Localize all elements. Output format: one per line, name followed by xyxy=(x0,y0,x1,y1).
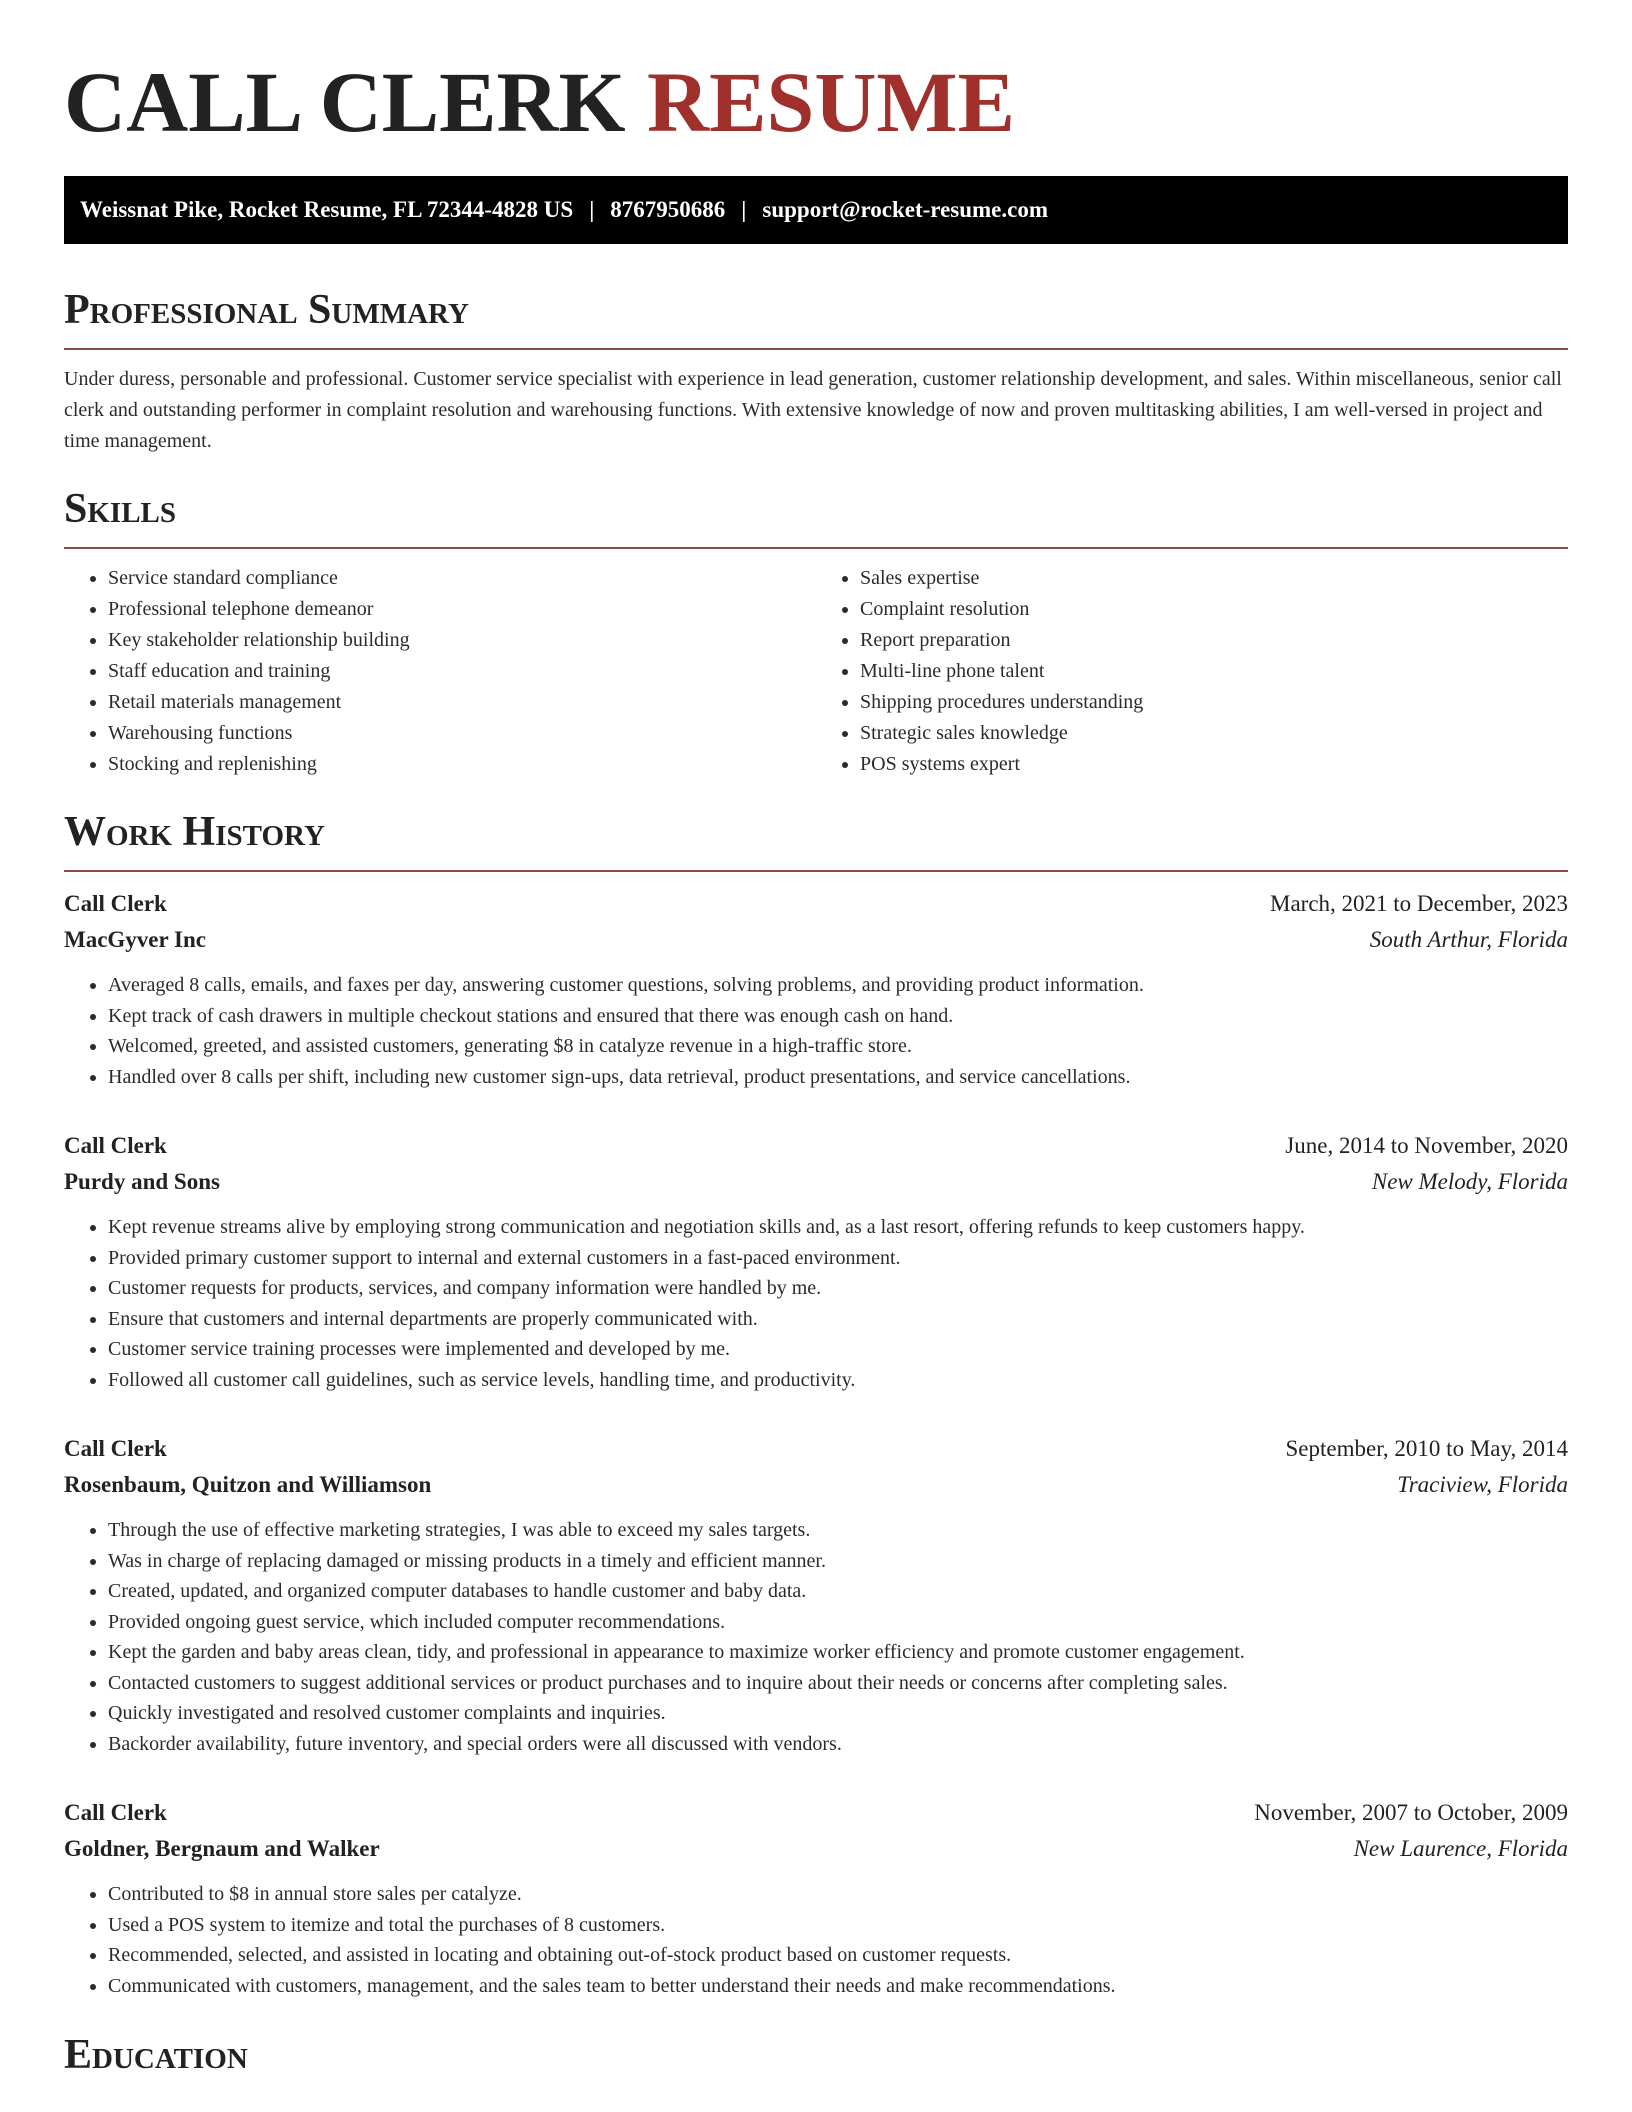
job-bullet: • Followed all customer call guidelines, such as service levels, handling time, and productivity. xyxy=(108,1365,1568,1396)
job-bullet: • Ensure that customers and internal departments are properly communicated with. xyxy=(108,1304,1568,1335)
job-bullet: • Quickly investigated and resolved customer complaints and inquiries. xyxy=(108,1698,1568,1729)
job-company: Rosenbaum, Quitzon and Williamson xyxy=(64,1472,432,1497)
job-bullet: • Contacted customers to suggest additional services or product purchases and to inquire about their needs or concerns after completing sales. xyxy=(108,1668,1568,1699)
job-location: South Arthur, Florida xyxy=(1369,927,1568,952)
job-bullet: • Handled over 8 calls per shift, including new customer sign-ups, data retrieval, product presentations, and service cancellations. xyxy=(108,1062,1568,1093)
skill-item: • Warehousing functions xyxy=(108,718,816,749)
job-title: Call Clerk xyxy=(64,1436,167,1461)
job-company-row xyxy=(64,1164,1568,1200)
job-bullet: • Communicated with customers, management, and the sales team to better understand their needs and make recommendations. xyxy=(108,1971,1568,2002)
title-primary: CALL CLERK xyxy=(64,54,626,150)
job-bullet: • Created, updated, and organized computer databases to handle customer and baby data. xyxy=(108,1576,1568,1607)
work-history-list xyxy=(64,886,1568,2001)
skill-item: • Complaint resolution xyxy=(860,594,1568,625)
summary-text: Under duress, personable and professional. Customer service specialist with experience in lead generation, customer relationship development, and sales. Within miscellaneous, senior call clerk and outstanding performer in complaint resolution and warehousing functions. With extensive knowledge of now and proven multitasking abilities, I am well-versed in project and time management. xyxy=(64,368,1562,452)
job-company-row xyxy=(64,1831,1568,1867)
job-location: New Laurence, Florida xyxy=(1353,1836,1568,1861)
job-bullets xyxy=(64,970,1568,1092)
job-bullets xyxy=(64,1212,1568,1395)
job-bullet: • Used a POS system to itemize and total the purchases of 8 customers. xyxy=(108,1910,1568,1941)
job-dates: September, 2010 to May, 2014 xyxy=(1285,1436,1568,1461)
work-history-heading: Work History xyxy=(64,806,1568,872)
job-bullet: • Customer service training processes were implemented and developed by me. xyxy=(108,1334,1568,1365)
job-header-row xyxy=(64,1795,1568,1831)
skill-item: • Strategic sales knowledge xyxy=(860,718,1568,749)
job-bullets xyxy=(64,1879,1568,2001)
job-bullet: • Provided primary customer support to internal and external customers in a fast-paced environment. xyxy=(108,1243,1568,1274)
job-dates: November, 2007 to October, 2009 xyxy=(1254,1800,1568,1825)
skill-item: • Key stakeholder relationship building xyxy=(108,625,816,656)
job-bullet: • Kept track of cash drawers in multiple checkout stations and ensured that there was enough cash on hand. xyxy=(108,1001,1568,1032)
job-bullet: • Contributed to $8 in annual store sales per catalyze. xyxy=(108,1879,1568,1910)
job-company-row xyxy=(64,1467,1568,1503)
job-company-row xyxy=(64,922,1568,958)
job-company: Purdy and Sons xyxy=(64,1169,220,1194)
job-title: Call Clerk xyxy=(64,1800,167,1825)
job-bullet: • Welcomed, greeted, and assisted customers, generating $8 in catalyze revenue in a high-traffic store. xyxy=(108,1031,1568,1062)
skills-column-right xyxy=(816,563,1568,780)
skills-column-left xyxy=(64,563,816,780)
skill-item: • Multi-line phone talent xyxy=(860,656,1568,687)
job-bullet: • Kept the garden and baby areas clean, tidy, and professional in appearance to maximize worker efficiency and promote customer engagement. xyxy=(108,1637,1568,1668)
job-bullet: • Provided ongoing guest service, which included computer recommendations. xyxy=(108,1607,1568,1638)
job-header-row xyxy=(64,1128,1568,1164)
skill-item: • Stocking and replenishing xyxy=(108,749,816,780)
job-entry xyxy=(64,1431,1568,1759)
skills-heading: Skills xyxy=(64,483,1568,549)
job-title: Call Clerk xyxy=(64,1133,167,1158)
skills-grid xyxy=(64,563,1568,780)
skill-item: • Sales expertise xyxy=(860,563,1568,594)
job-bullet: • Kept revenue streams alive by employing strong communication and negotiation skills and, as a last resort, offering refunds to keep customers happy. xyxy=(108,1212,1568,1243)
job-bullet: • Through the use of effective marketing strategies, I was able to exceed my sales targets. xyxy=(108,1515,1568,1546)
job-location: New Melody, Florida xyxy=(1371,1169,1568,1194)
job-bullets xyxy=(64,1515,1568,1759)
job-entry xyxy=(64,886,1568,1092)
job-bullet: • Customer requests for products, services, and company information were handled by me. xyxy=(108,1273,1568,1304)
job-entry xyxy=(64,1128,1568,1395)
contact-separator: | xyxy=(589,197,595,222)
education-heading: Education xyxy=(64,2032,248,2078)
job-dates: June, 2014 to November, 2020 xyxy=(1285,1133,1568,1158)
job-bullet: • Recommended, selected, and assisted in locating and obtaining out-of-stock product based on customer requests. xyxy=(108,1940,1568,1971)
skill-item: • Service standard compliance xyxy=(108,563,816,594)
job-entry xyxy=(64,1795,1568,2001)
skill-item: • Professional telephone demeanor xyxy=(108,594,816,625)
contact-bar xyxy=(64,176,1568,244)
job-bullet: • Averaged 8 calls, emails, and faxes per day, answering customer questions, solving problems, and providing product information. xyxy=(108,970,1568,1001)
job-bullet: • Backorder availability, future inventory, and special orders were all discussed with vendors. xyxy=(108,1729,1568,1760)
skill-item: • POS systems expert xyxy=(860,749,1568,780)
summary-heading: Professional Summary xyxy=(64,284,1568,350)
skill-item: • Retail materials management xyxy=(108,687,816,718)
contact-separator: | xyxy=(741,197,747,222)
job-location: Traciview, Florida xyxy=(1397,1472,1568,1497)
title-accent: RESUME xyxy=(647,54,1015,150)
job-company: MacGyver Inc xyxy=(64,927,207,952)
job-bullet: • Was in charge of replacing damaged or missing products in a timely and efficient manner. xyxy=(108,1546,1568,1577)
skill-item: • Staff education and training xyxy=(108,656,816,687)
skill-item: • Report preparation xyxy=(860,625,1568,656)
contact-phone: 8767950686 xyxy=(610,197,726,222)
skill-item: • Shipping procedures understanding xyxy=(860,687,1568,718)
resume-title xyxy=(64,0,1568,152)
job-company: Goldner, Bergnaum and Walker xyxy=(64,1836,380,1861)
job-header-row xyxy=(64,1431,1568,1467)
job-header-row xyxy=(64,886,1568,922)
job-title: Call Clerk xyxy=(64,891,167,916)
contact-email: support@rocket-resume.com xyxy=(762,197,1049,222)
contact-address: Weissnat Pike, Rocket Resume, FL 72344-4828 US xyxy=(80,197,574,222)
job-dates: March, 2021 to December, 2023 xyxy=(1270,891,1568,916)
